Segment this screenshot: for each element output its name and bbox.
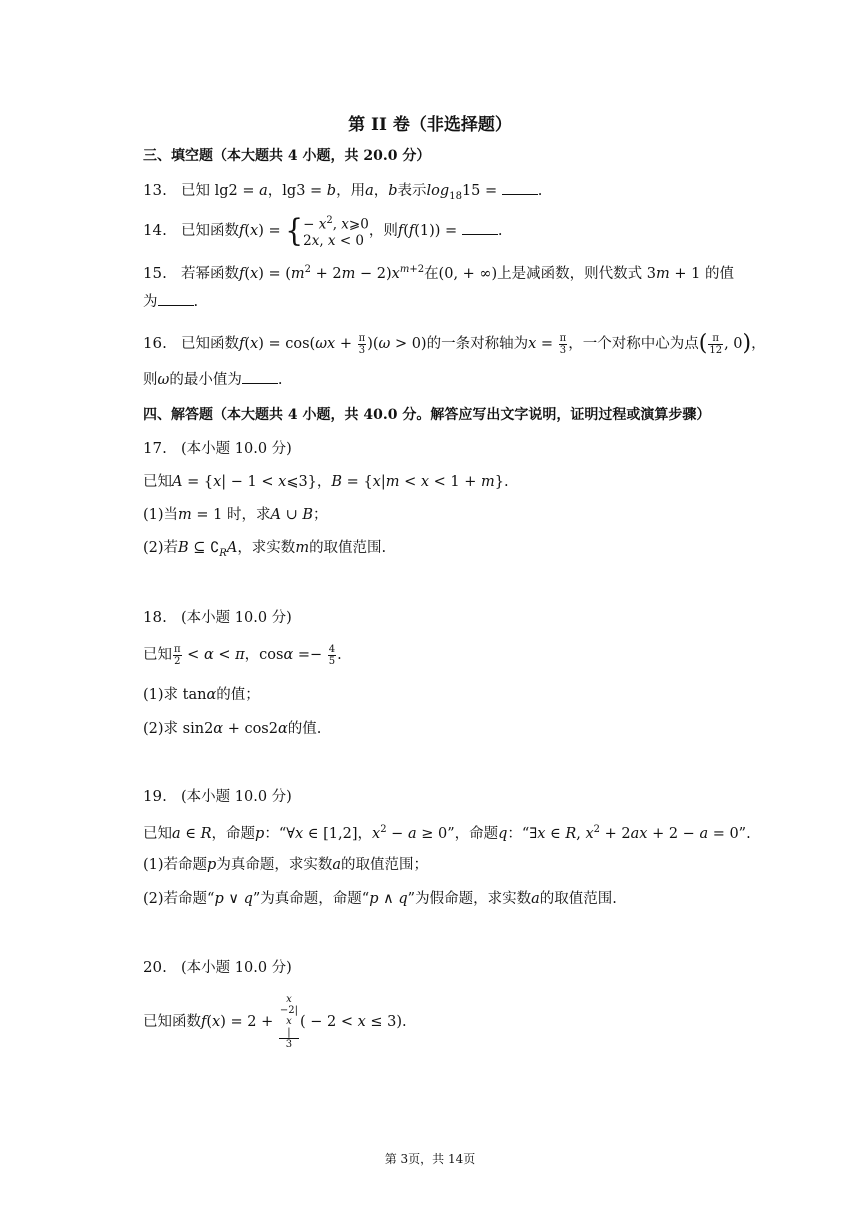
question-score: (本小题 10.0 分) (181, 610, 292, 626)
question-number: 15. (143, 263, 167, 282)
question-number: 20. (143, 958, 167, 976)
question-19 (143, 786, 292, 807)
question-17-line: 已知A = {x| − 1 < x⩽3}，B = {x|m < x < 1 + m}. (143, 474, 509, 490)
question-score: (本小题 10.0 分) (181, 441, 292, 457)
question-16-cont: 则ω的最小值为 . (143, 372, 283, 388)
question-14 (143, 212, 502, 249)
question-13 (143, 180, 542, 207)
question-number: 16. (143, 334, 167, 352)
question-19-part1: (1)若命题p为真命题，求实数a的取值范围； (143, 857, 428, 873)
question-17 (143, 438, 292, 459)
question-18 (143, 607, 292, 628)
question-text: 已知函数f(x) = { − $x^2$, x⩾0 2x, x < 0 ，则f(f(1)) = . (181, 212, 503, 249)
question-19-line: 已知a ∈ R，命题p：“∀x ∈ [1,2]，$x^2 - a \ge 0$”，命题q：“∃x ∈ R, $x^2 + 2ax + 2 - a = 0$”. (143, 824, 751, 842)
question-number: 19. (143, 787, 167, 805)
page-title: 第 II 卷（非选择题） (348, 115, 512, 135)
question-18-part1: (1)求 tanα的值； (143, 687, 260, 703)
question-15-cont: 为 . (143, 294, 199, 310)
section-answer: 四、解答题（本大题共 4 小题，共 40.0 分。解答应写出文字说明，证明过程或演算步骤） (143, 407, 711, 423)
question-18-part2: (2)求 sin2α + cos2α的值. (143, 721, 322, 737)
question-19-part2: (2)若命题“p ∨ q”为真命题，命题“p ∧ q”为假命题，求实数a的取值范围. (143, 891, 617, 907)
question-text: 已知函数f(x) = cos(ωx + $\frac{\pi}{3}$ )(ω > 0)的一条对称轴为x = $\frac{\pi}{3}$ ，一个对称中心为点( $\frac{\pi}{12}$ , 0)， (181, 331, 766, 356)
question-16 (143, 330, 766, 357)
question-17-part2: (2)若B ⊆ $∁_RA$，求实数m的取值范围. (143, 540, 387, 559)
question-score: (本小题 10.0 分) (181, 789, 292, 805)
question-number: 17. (143, 439, 167, 457)
section-fill-in: 三、填空题（本大题共 4 小题，共 20.0 分） (143, 148, 431, 164)
question-number: 14. (143, 221, 167, 239)
question-number: 13. (143, 181, 167, 199)
question-score: (本小题 10.0 分) (181, 960, 292, 976)
question-20 (143, 957, 292, 978)
question-17-part1: (1)当m = 1 时，求A ∪ B； (143, 507, 328, 523)
question-text: 若幂函数$f(x) = (m^2 + 2m - 2)x^{m+2}$在(0, + ∞)上是减函数，则代数式 3m + 1 的值 (181, 264, 734, 282)
question-18-line: 已知 $\frac{\pi}{2}$ < α < π，cosα =− $\frac{4}{5}$ . (143, 643, 342, 667)
page-footer: 第 3页，共 14页 (384, 1152, 476, 1166)
question-number: 18. (143, 608, 167, 626)
question-15 (143, 260, 734, 284)
question-text: 已知 lg2 = a，lg3 = b，用a，b表示$\log_{18}15$ = . (181, 183, 543, 202)
question-20-line: 已知函数f(x) = 2 + x −2| x | 3 ( − 2 < x ≤ 3). (143, 994, 407, 1050)
